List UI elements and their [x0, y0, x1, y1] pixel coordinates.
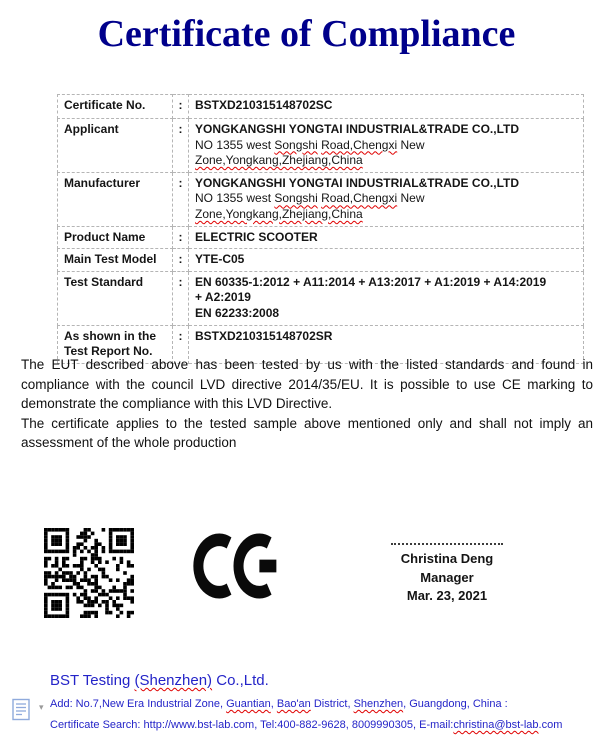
footer-company-name: BST Testing (Shenzhen) Co.,Ltd. [50, 672, 269, 689]
test-standard-value: EN 60335-1:2012 + A11:2014 + A13:2017 + A1:2019 + A14:2019 + A2:2019 EN 62233:2008 [189, 271, 584, 325]
colon-separator: : [173, 95, 189, 119]
footer [50, 671, 562, 732]
row-label: Main Test Model [58, 249, 173, 272]
product-name-value: ELECTRIC SCOOTER [189, 226, 584, 249]
manufacturer-company: YONGKANGSHI YONGTAI INDUSTRIAL&TRADE CO.,LTD [195, 175, 519, 190]
statement-paragraph-2: The certificate applies to the tested sample above mentioned only and shall not imply an assessment of the whole production [21, 415, 593, 450]
colon-separator: : [173, 249, 189, 272]
page-title: Certificate of Compliance [97, 13, 516, 55]
table-row-applicant [58, 119, 584, 173]
test-report-no-value: BSTXD210315148702SR [189, 325, 584, 363]
signature-dotted-line [391, 543, 503, 545]
colon-separator: : [173, 325, 189, 363]
table-row-manufacturer [58, 172, 584, 226]
qr-code [44, 528, 134, 618]
applicant-company: YONGKANGSHI YONGTAI INDUSTRIAL&TRADE CO.,LTD [195, 122, 519, 136]
manufacturer-address: NO 1355 west Songshi Road,Chengxi New Zone,Yongkang,Zhejiang,China [195, 191, 425, 221]
colon-separator: : [173, 271, 189, 325]
manufacturer-value [189, 172, 584, 226]
table-row-test-standard [58, 271, 584, 325]
certificate-table [57, 94, 584, 364]
table-row-main-test-model [58, 249, 584, 272]
colon-separator: : [173, 226, 189, 249]
signatory-title: Manager [420, 569, 474, 585]
applicant-value [189, 119, 584, 173]
row-label: As shown in the Test Report No. [58, 325, 173, 363]
statement-text [21, 355, 593, 453]
row-label: Applicant [58, 119, 173, 173]
paste-options-button[interactable] [11, 698, 53, 724]
row-label: Test Standard [58, 271, 173, 325]
signatory-name: Christina Deng [400, 551, 494, 566]
ce-mark-icon [193, 532, 281, 600]
signature-block [366, 543, 528, 606]
footer-address: Add: No.7,New Era Industrial Zone, Guantian, Bao'an District, Shenzhen, Guangdong, China : [50, 698, 508, 710]
colon-separator: : [173, 172, 189, 226]
main-test-model-value: YTE-C05 [189, 249, 584, 272]
table-row-product-name [58, 226, 584, 249]
table-row-certificate-no [58, 95, 584, 119]
statement-paragraph-1: The EUT described above has been tested by us with the listed standards and found in compliance with the council LVD directive 2014/35/EU. It is possible to use CE marking to demonstrate the compliance with this LVD Directive. [21, 357, 593, 411]
applicant-address: NO 1355 west Songshi Road,Chengxi New Zone,Yongkang,Zhejiang,China [195, 137, 425, 168]
row-label: Manufacturer [58, 172, 173, 226]
footer-contact: Certificate Search: http://www.bst-lab.com, Tel:400-882-9628, 8009990305, E-mail:christina@bst-lab.com [50, 719, 563, 731]
row-label: Certificate No. [58, 95, 173, 119]
row-label: Product Name [58, 226, 173, 249]
colon-separator: : [173, 119, 189, 173]
signature-date: Mar. 23, 2021 [406, 588, 488, 603]
certificate-no-value: BSTXD210315148702SC [189, 95, 584, 119]
dropdown-arrow-icon: ▾ [39, 702, 44, 712]
